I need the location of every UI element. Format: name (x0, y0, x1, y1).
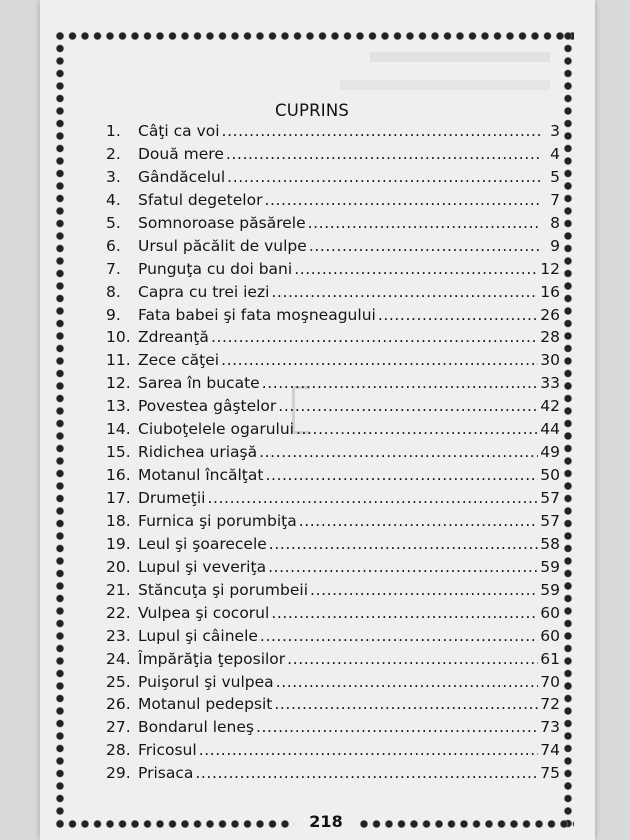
dot-leader (271, 602, 538, 624)
toc-entry-title: Ciuboţelele ogarului (138, 420, 294, 439)
dot-leader (211, 326, 538, 348)
toc-entry-page: 30 (540, 351, 560, 370)
toc-entry-page: 70 (540, 672, 560, 691)
toc-entry-title: Sarea în bucate (138, 374, 260, 393)
toc-entry-page: 5 (550, 167, 560, 186)
toc-entry-page: 4 (550, 144, 560, 163)
dot-leader (378, 304, 538, 326)
toc-entry-title: Motanul pedepsit (138, 695, 273, 714)
toc-entry-page: 8 (550, 213, 560, 232)
dot-leader (199, 739, 539, 761)
toc-entry-number: 14. (106, 420, 131, 439)
dot-leader (259, 441, 538, 463)
decorative-border-bottom-left (54, 818, 294, 830)
toc-entry (106, 235, 560, 258)
dot-leader (309, 235, 540, 257)
dot-leader (222, 120, 540, 142)
toc-entry-page: 49 (540, 443, 560, 462)
dot-leader (227, 166, 540, 188)
toc-entry-page: 60 (540, 626, 560, 645)
toc-entry-number: 25. (106, 672, 131, 691)
dot-leader (260, 625, 538, 647)
toc-entry-title: Lupul şi veveriţa (138, 557, 267, 576)
toc-entry (106, 189, 560, 212)
toc-entry-title: Sfatul degetelor (138, 190, 263, 209)
toc-entry-title: Zdreanţă (138, 328, 209, 347)
toc-entry-number: 22. (106, 603, 131, 622)
toc-entry-number: 6. (106, 236, 121, 255)
decorative-border-right (562, 30, 574, 830)
toc-entry-title: Leul şi şoarecele (138, 534, 267, 553)
toc-entry-number: 15. (106, 443, 131, 462)
toc-entry (106, 625, 560, 648)
toc-entry-page: 59 (540, 557, 560, 576)
toc-entry-title: Prisaca (138, 764, 194, 783)
toc-entry-title: Gândăcelul (138, 167, 226, 186)
toc-entry (106, 166, 560, 189)
dot-leader (226, 143, 540, 165)
toc-entry-number: 18. (106, 511, 131, 530)
dot-leader (207, 487, 538, 509)
toc-entry-number: 21. (106, 580, 131, 599)
toc-entry (106, 739, 560, 762)
toc-entry-title: Furnica şi porumbiţa (138, 511, 297, 530)
toc-entry-page: 57 (540, 489, 560, 507)
toc-entry-page: 73 (540, 718, 560, 737)
toc-entry-number: 12. (106, 374, 131, 393)
dot-leader (278, 395, 538, 417)
toc-entry (106, 716, 560, 739)
toc-entry (106, 693, 560, 716)
toc-entry (106, 372, 560, 395)
dot-leader (195, 762, 538, 784)
toc-entry-number: 3. (106, 167, 121, 186)
toc-entry-title: Vulpea şi cocorul (138, 603, 270, 622)
dot-leader (296, 418, 538, 440)
toc-entry (106, 304, 560, 327)
toc-entry-number: 19. (106, 534, 131, 553)
toc-entry-page: 58 (540, 534, 560, 553)
toc-entry-page: 72 (540, 695, 560, 714)
toc-entry (106, 510, 560, 533)
toc-entry (106, 487, 560, 510)
toc-entry (106, 556, 560, 579)
toc-entry-number: 11. (106, 351, 131, 370)
toc-entry-number: 10. (106, 328, 131, 347)
toc-entry-title: Motanul încălţat (138, 466, 264, 485)
toc-entry-page: 50 (540, 466, 560, 485)
toc-entry-title: Fricosul (138, 741, 197, 760)
dot-leader (262, 372, 539, 394)
toc-entry-page: 59 (540, 580, 560, 599)
toc-entry-number: 9. (106, 305, 121, 324)
bleed-through-texture (340, 80, 550, 90)
toc-entry-title: Zece căţei (138, 351, 220, 370)
toc-list (106, 120, 560, 785)
toc-entry (106, 326, 560, 349)
dot-leader (276, 671, 539, 693)
decorative-border-left (54, 30, 66, 830)
dot-leader (269, 533, 538, 555)
toc-entry (106, 671, 560, 694)
toc-entry-number: 4. (106, 190, 121, 209)
toc-entry-page: 74 (540, 741, 560, 760)
toc-entry (106, 464, 560, 487)
toc-entry-title: Câţi ca voi (138, 122, 220, 140)
toc-entry (106, 281, 560, 304)
toc-entry (106, 258, 560, 281)
toc-entry-page: 57 (540, 511, 560, 530)
toc-entry-page: 60 (540, 603, 560, 622)
dot-leader (268, 556, 538, 578)
dot-leader (308, 212, 540, 234)
bleed-through-texture (370, 52, 550, 62)
toc-entry-page: 3 (550, 122, 560, 140)
toc-entry (106, 212, 560, 235)
toc-entry-number: 1. (106, 122, 121, 140)
toc-entry-page: 44 (540, 420, 560, 439)
toc-entry-number: 23. (106, 626, 131, 645)
toc-entry-number: 29. (106, 764, 131, 783)
toc-entry-title: Ursul păcălit de vulpe (138, 236, 307, 255)
toc-entry-page: 16 (540, 282, 560, 301)
toc-entry (106, 648, 560, 671)
toc-entry-title: Somnoroase păsărele (138, 213, 306, 232)
decorative-border-bottom-right (358, 818, 574, 830)
dot-leader (265, 464, 538, 486)
decorative-border-top (54, 30, 574, 42)
page-number: 218 (309, 812, 343, 831)
toc-entry-page: 26 (540, 305, 560, 324)
toc-entry-number: 24. (106, 649, 131, 668)
toc-entry-number: 27. (106, 718, 131, 737)
toc-entry-title: Lupul şi câinele (138, 626, 258, 645)
toc-entry-title: Ridichea uriaşă (138, 443, 258, 462)
toc-entry-page: 75 (540, 764, 560, 783)
toc-entry (106, 143, 560, 166)
toc-entry-title: Drumeţii (138, 489, 206, 507)
toc-entry-page: 42 (540, 397, 560, 416)
toc-entry-page: 7 (550, 190, 560, 209)
toc-entry (106, 349, 560, 372)
toc-entry-number: 26. (106, 695, 131, 714)
toc-entry-title: Capra cu trei iezi (138, 282, 270, 301)
toc-entry-page: 9 (550, 236, 560, 255)
toc-entry-number: 2. (106, 144, 121, 163)
toc-entry (106, 762, 560, 785)
toc-entry-title: Stăncuţa şi porumbeii (138, 580, 309, 599)
toc-entry (106, 120, 560, 143)
toc-entry-title: Două mere (138, 144, 224, 163)
toc-entry-number: 13. (106, 397, 131, 416)
dot-leader (221, 349, 538, 371)
toc-entry (106, 418, 560, 441)
dot-leader (264, 189, 540, 211)
toc-entry-number: 7. (106, 259, 121, 278)
toc-entry (106, 533, 560, 556)
dot-leader (310, 579, 538, 601)
dot-leader (287, 648, 538, 670)
toc-entry-number: 17. (106, 489, 131, 507)
toc-entry-title: Puişorul şi vulpea (138, 672, 274, 691)
toc-entry-title: Fata babei şi fata moşneagului (138, 305, 376, 324)
dot-leader (274, 693, 538, 715)
toc-entry-page: 28 (540, 328, 560, 347)
dot-leader (299, 510, 539, 532)
book-page (40, 0, 595, 840)
toc-entry (106, 395, 560, 418)
toc-entry-title: Povestea gâştelor (138, 397, 277, 416)
dot-leader (271, 281, 538, 303)
toc-heading: CUPRINS (275, 101, 350, 120)
toc-entry-title: Împărăţia ţeposilor (138, 649, 286, 668)
toc-entry (106, 602, 560, 625)
toc-entry (106, 579, 560, 602)
toc-entry (106, 441, 560, 464)
toc-entry-page: 12 (540, 259, 560, 278)
dot-leader (294, 258, 538, 280)
toc-entry-number: 5. (106, 213, 121, 232)
toc-entry-page: 33 (540, 374, 560, 393)
dot-leader (256, 716, 538, 738)
toc-entry-number: 20. (106, 557, 131, 576)
toc-entry-page: 61 (540, 649, 560, 668)
toc-entry-number: 16. (106, 466, 131, 485)
toc-entry-number: 28. (106, 741, 131, 760)
toc-entry-title: Punguţa cu doi bani (138, 259, 293, 278)
toc-entry-title: Bondarul leneş (138, 718, 254, 737)
toc-entry-number: 8. (106, 282, 121, 301)
